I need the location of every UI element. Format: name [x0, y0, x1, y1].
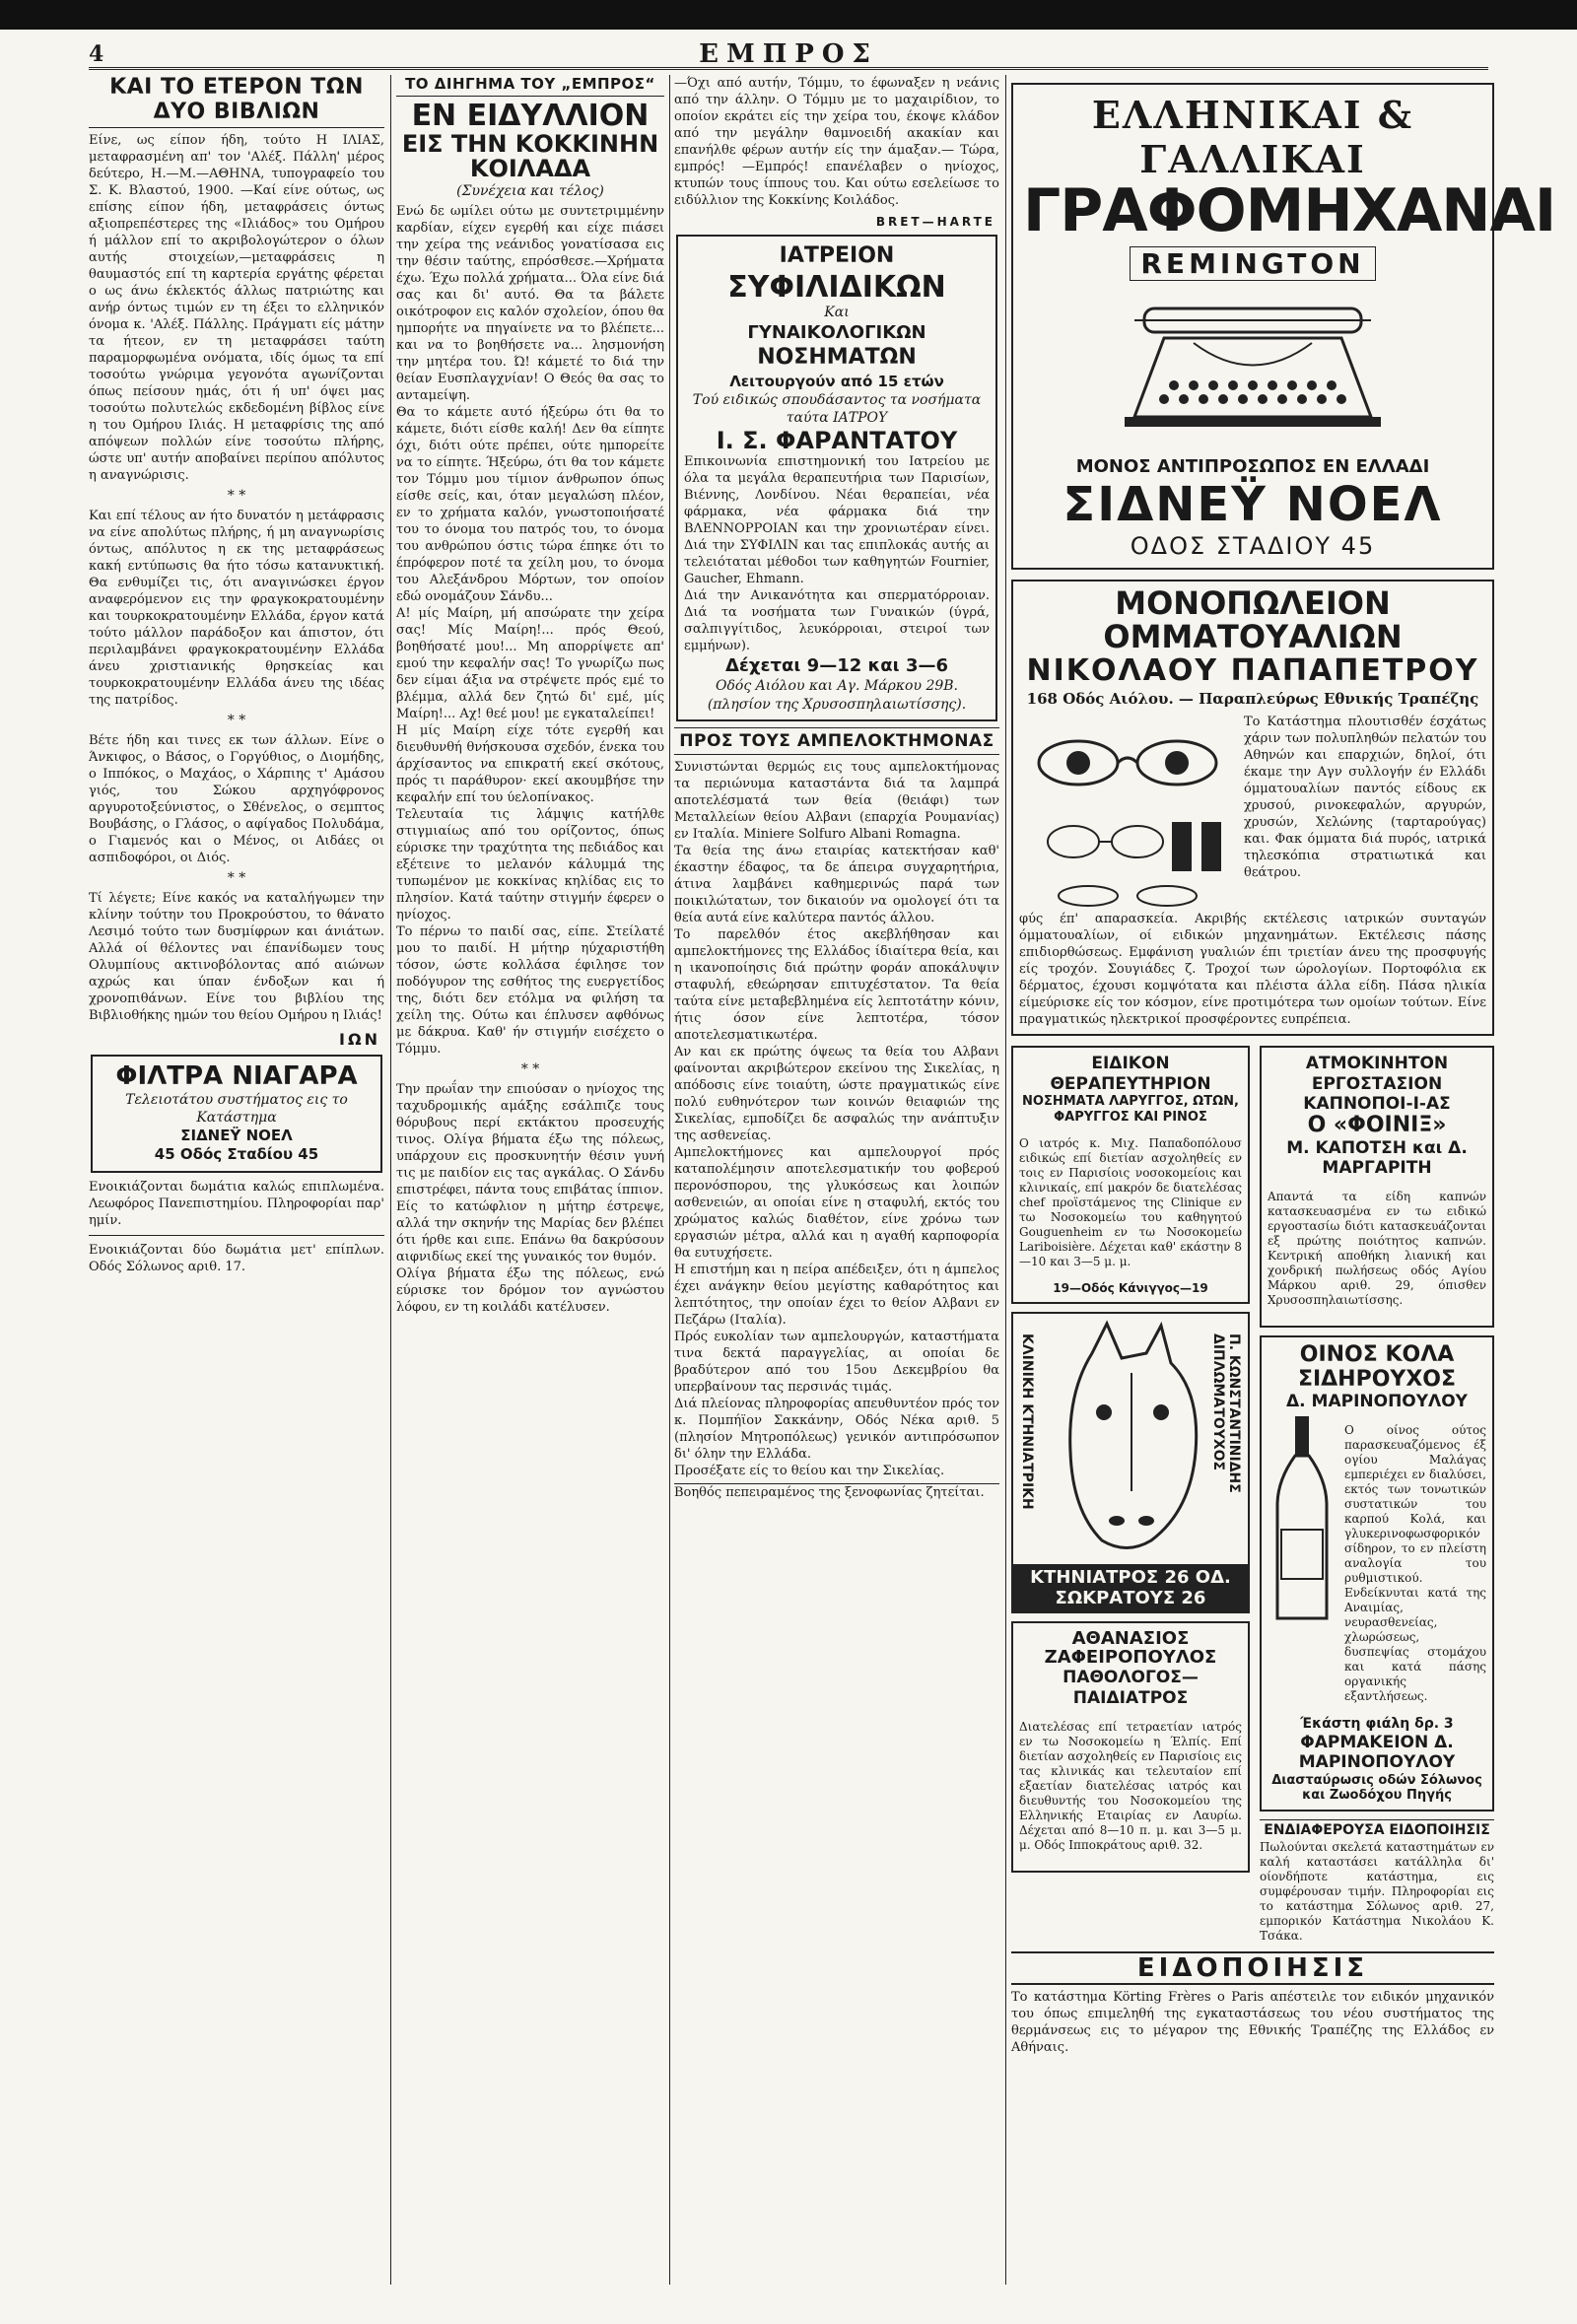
article-paragraph: Πρός ευκολίαν των αμπελουργών, καταστήματα τινα δεκτά παραγγελίας, αι οποίαι δε βραδύτερον από του 15ου Δεκεμβρίου θα υπερβαίνουν τας περσινάς τιμάς. [674, 1329, 999, 1395]
doctor-ad [1011, 1621, 1250, 1873]
column-1 [89, 75, 384, 2285]
article-paragraph: Συνιστώνται θερμώς εις τους αμπελοκτήμονας τα περιώνυμα καταστάντα διά τα λαμπρά αποτελέσματά των θεία (θειάφι) των Μεταλλείων θείου Αλβανι (επαρχία Ρουμανίας) εν Ιταλία. Miniere Solfuro Albani Romagna. [674, 759, 999, 842]
ad-address: 45 Οδός Σταδίου 45 [154, 1145, 319, 1164]
ad-names: ΣΙΔΝΕΫ ΝΟΕΛ [180, 1126, 293, 1144]
article-paragraph: Το παρελθόν έτος ακεβλήθησαν και αμπελοκτήμονες της Ελλάδος ίδιαίτερα θεία, και η ικανοποίησις διά πρώτην φοράν αποκάλυψιν σταφυλή, εθεώρησαν επιτυχέστατον. Τα θεία ταύτα είνε μεταβεβλημένα είς λεπτοτάτην κόνιν, ήτις όσον είνε λεπτοτέρα, τόσον αποτελεσματικωτέρα. [674, 926, 999, 1043]
story-paragraph: Το πέρνω το παιδί σας, είπε. Στείλατέ μου το παιδί. Η μήτηρ ηύχαριστήθη τόσον, ώστε κολλάσα έφιλησε τον ποδόγυρον της εσθήτος της ευεργετίδος της, διότι δεν ετόλμα να φιλήση τα χείλη της. Ούτω και έπλυσεν αφθόνως με δάκρυα. Καθ' ήν στιγμήν εισέχετο ο Τόμμυ. [396, 923, 664, 1057]
tobacco-ad [1260, 1046, 1494, 1328]
optician-ad [1011, 580, 1494, 1036]
wine-ad [1260, 1335, 1494, 1811]
article-heading: ΚΑΙ ΤΟ ΕΤΕΡΟΝ ΤΩΝ ΔΥΟ ΒΙΒΛΙΩΝ [89, 75, 384, 128]
ad-hours: Δέχεται 9—12 και 3—6 [724, 655, 949, 677]
ad-line: Λειτουργούν από 15 ετών [729, 372, 944, 390]
story-paragraph: Είς το κατώφλιον η μήτηρ έστρεψε, αλλά την σκηνήν της Μαρίας δεν βλέπει ότι ήρθε και ειπε. Επάνω θα δακρύσουν αιφνιδίως εκεί της γυναικός τον θυμόν. [396, 1198, 664, 1265]
story-paragraph: Θα το κάμετε αυτό ήξεύρω ότι θα το κάμετε, διότι είσθε καλή! Δεν θα είπητε όχι, διότι ούτε πρέπει, ούτε ημπορείτε να το είπητε. Ήξεύρω, ότι θα τον κάμετε τον Τόμμυ μου τίμιον άνθρωπον όπως είσθε σείς, και, όταν μεγαλώση πλέον, εν το χρήματα καλόν, γνωστοποιήσατέ του το όνομα του πατρός του, το όνομα του ανθρώπου όστις τώρα έπηκε ότι το έπρόφερον ποτέ τα χείλη μου, το όνομα του Αλεξάνδρου Μόρτων, τον οποίον εδώ ονομάζουν Σάνδυ... [396, 404, 664, 604]
ad-body: Επικοινωνία επιστημονική του Ιατρείου με όλα τα μεγάλα θεραπευτήρια των Παρισίων, Βιέννης, Λονδίνου. Νέαι θεραπείαι, νέα φάρμακα, νέα φάρμακα διά την ΒΛΕΝΝΟΡΡΟΙΑΝ και την χρονιωτέραν είνει. Διά την ΣΥΦΙΛΙΝ και τας επιπλοκάς αυτής αι τελειόταται μέθοδοι των καθηγητών Fournier, Gaucher, Ehmann. [684, 454, 990, 587]
story-paragraph: Την πρωΐαν την επιούσαν ο ηνίοχος της ταχυδρομικής αμάξης εσάλπιζε τους θόρυβους περί εκτάκτου προσευχής τινος. Ολίγα βήματα έξω της πόλεως, υπάρχουν εις προσκυνητήν θέσιν γυνή τις με παιδίον εις τας αγκάλας. Ο Σάνδυ επιστρέφει, πάντα τους επιβάτας ίππιον. [396, 1081, 664, 1197]
separator: * * [227, 870, 246, 886]
column-rule [1005, 75, 1006, 2285]
ad-address: ΚΤΗΝΙΑΤΡΟΣ 26 ΟΔ. ΣΩΚΡΑΤΟΥΣ 26 [1013, 1564, 1248, 1611]
typewriter-illustration [1105, 289, 1401, 437]
ad-body: Διατελέσας επί τετραετίαν ιατρός εν τω Νοσοκομείω η Έλπίς. Επί διετίαν ασχοληθείς εν Παρισίοις εις τας κλινικάς και τελευταίον επί εξαετίαν διατελέσας ιατρός και διευθυντής του Νοσοκομείου της Ελληνικής Εταιρίας εν Λαυρίω. Δέχεται από 8—10 π. μ. και 3—5 μ. μ. Οδός Ιπποκράτους αριθ. 32. [1019, 1719, 1242, 1852]
ad-line: ΟΙΝΟΣ ΚΟΛΑ ΣΙΔΗΡΟΥΧΟΣ [1297, 1342, 1457, 1392]
separator: * * [520, 1060, 540, 1077]
story-title: ΕΝ ΕΙΔΥΛΛΙΟΝ [411, 99, 650, 133]
eyeglasses-illustration [1019, 714, 1236, 911]
ad-address: Διασταύρωσις οδών Σόλωνος και Ζωοδόχου Πηγής [1271, 1772, 1482, 1804]
ad-names: Δ. ΜΑΡΙΝΟΠΟΥΛΟΥ [1286, 1391, 1468, 1411]
separator: * * [227, 713, 246, 728]
masthead [89, 41, 1488, 70]
ad-address: ΟΔΟΣ ΣΤΑΔΙΟΥ 45 [1130, 532, 1376, 560]
separator: * * [227, 488, 246, 504]
ad-address: 168 Οδός Αιόλου. — Παραπλεύρως Εθνικής Τραπέζης [1026, 690, 1479, 709]
ad-brand: REMINGTON [1130, 246, 1375, 281]
story-paragraph: Τελευταία τις λάμψις κατήλθε στιγμιαίως από του ορίζοντος, όπως εύρισκε την τραχύτητα της πεδιάδος και εξέτεινε το μελανόν κάλυμμά της τυπωμένον με κοκκίνας κηλίδας εις το πλησίον. Κατά ταύτην στιγμήν έφερεν ο ηνίοχος. [396, 806, 664, 923]
story-paragraph: Ολίγα βήματα έξω της πόλεως, ενώ εύρισκε τον δρόμον τον αγνώστου λόφου, εν τη κοιλάδι κατέλυσεν. [396, 1265, 664, 1315]
story-ending: —Όχι από αυτήν, Τόμμυ, το έφωναξεν η νεάνις από την άλλην. Ο Τόμμυ με το μαχαιρίδιον, το οποίον εκράτει είς την χείρα του, έκοψε κλάδον από την μεγάλην θαμνοειδή ακακίαν και επανήλθε φέρων αυτήν είς την άμαξαν.— Τώρα, εμπρός! —Εμπρός! επανέλαβεν ο ηνίοχος, κτυπών τους ίππους του. Και ούτω εσελείωσε το ειδύλλιον της Κοκκίνης Κοιλάδος. [674, 76, 999, 208]
ad-line: Ο «ΦΟΙΝΙΞ» [1307, 1113, 1447, 1138]
ad-body: Διά την Ανικανότητα και σπερματόρροιαν. Διά τα νοσήματα των Γυναικών (ύγρά, σαλπιγγίτιδος, λευκόρροιαι, στειροί των εμμήνων). [684, 588, 990, 654]
ad-line: ΜΟΝΟΣ ΑΝΤΙΠΡΟΣΩΠΟΣ ΕΝ ΕΛΛΑΔΙ [1075, 456, 1430, 477]
ad-line: Και [824, 304, 850, 320]
column-4 [1011, 75, 1556, 2285]
ad-line: ΝΙΚΟΛΑΟΥ ΠΑΠΑΠΕΤΡΟΥ [1026, 653, 1479, 689]
ad-vertical-text: Π. ΚΩΝΣΤΑΝΤΙΝΙΔΗΣ ΔΙΠΛΩΜΑΤΟΥΧΟΣ [1210, 1333, 1242, 1493]
article-paragraph: Διά πλείονας πληροφορίας απευθυντέον πρός τον κ. Πομπήϊον Σακκάνην, Οδός Νέκα αριθ. 5 (πλησίον Μητροπόλεως) γενικόν αντιπρόσωπον δι' όλην την Ελλάδα. [674, 1396, 999, 1462]
filters-ad [91, 1055, 382, 1173]
notice-heading: ΕΙΔΟΠΟΙΗΣΙΣ [1011, 1951, 1494, 1985]
article-paragraph: Βέτε ήδη και τινες εκ των άλλων. Είνε ο Άνκιφος, ο Βάσος, ο Γοργύθιος, ο Διομήδης, ο Ιππόκος, ο Μαχάος, ο Χάρπιης τ' Αμάσου γιός, του Σώκου αρχηγόφρονος αργυροτοξεύνιστος, ο Σθένελος, ο σεμπτος Βουβάσης, ο Γλάσος, ο αφίγαδος Πολυδάμα, ο Γιαμενός και ο Μένος, οι Αιδάες οι ασπιδοφόροι, οι Διός. [89, 733, 384, 865]
ad-line: ΦΑΡΜΑΚΕΙΟΝ Δ. ΜΑΡΙΝΟΠΟΥΛΟΥ [1298, 1732, 1456, 1773]
wine-bottle-illustration [1268, 1411, 1337, 1628]
ad-line: ΣΥΦΙΛΙΔΙΚΩΝ [727, 269, 946, 305]
ad-body: Απαντά τα είδη καπνών κατασκευασμένα εν τω ειδικώ εργοστασίω διότι κατασκευάζονται εξ πρώτης ποιότητος καπνών. Κεντρική αποθήκη λιανική και χονδρική πωλήσεως οδός Αγίου Μάρκου αριθ. 29, όπισθεν Χρυσοσπηλαιωτίσσης. [1268, 1190, 1486, 1308]
page-number: 4 [89, 41, 104, 67]
ad-line: ΕΙΔΙΚΟΝ ΘΕΡΑΠΕΥΤΗΡΙΟΝ [1050, 1054, 1211, 1094]
column-rule [669, 75, 670, 2285]
ad-doctor: Ι. Σ. ΦΑΡΑΝΤΑΤΟΥ [716, 426, 958, 454]
ad-body: Ο ιατρός κ. Μιχ. Παπαδοπόλουσ ειδικώς επί διετίαν ασχοληθείς εν τοις εν Παρισίοις νοσοκομείοις και κλινικαίς, επί μακρόν δε διατελέσας chef προϊστάμενος της Clinique εν τω Νοσοκομείω του καθηγητού Gouguenheim εν τω Νοσοκομείω Lariboisière. Δέχεται καθ' εκάστην 8—10 και 3—5 μ. μ. [1019, 1136, 1242, 1269]
ad-line: ΕΛΛΗΝΙΚΑΙ & ΓΑΛΛΙΚΑΙ [1091, 93, 1414, 181]
notice-body: Το κατάστημα Körting Frères ο Paris απέστειλε τον ειδικόν μηχανικόν του όπως επιμεληθή της εγκαταστάσεως του νέου συστήματος της θερμάνσεως εις το μέγαρον της Εθνικής Τραπέζης της Ελλάδος εν Αθήναις. [1011, 1989, 1494, 2055]
article-paragraph: Αν και εκ πρώτης όψεως τα θεία του Αλβανι φαίνονται ακριβώτερον εκείνου της Σικελίας, η απόδοσις είνε τοιαύτη, ώστε πραγματικώς είνε πολύ ευθηνότερον των κοινών θειαφιών της Σικελίας, εμποδίζει δε ασφαλώς την ανάπτυξιν της ασθενείας. [674, 1044, 999, 1143]
ad-line: ΜΟΝΟΠΩΛΕΙΟΝ ΟΜΜΑΤΟΥΑΛΙΩΝ [1103, 584, 1403, 655]
ad-line: ΓΡΑΦΟΜΗΧΑΝΑΙ [1023, 176, 1556, 245]
ad-doctor: ΑΘΑΝΑΣΙΟΣ ΖΑΦΕΙΡΟΠΟΥΛΟΣ [1044, 1627, 1217, 1669]
story-paragraph: Ενώ δε ωμίλει ούτω με συντετριμμένην καρδίαν, είχεν εγερθή και είχε πιάσει την χείρα της νεάνιδος γονατίσασα εις την θέσιν ταύτης, επρόσθεσε.—Χρήματα έχω. Έχω πολλά χρήματα... Όλα είνε διά σας και δι' αυτό. Θα τα βάλετε οικότροφον εις καλόν σχολείον, όπου θα ημπορήτε να πηγαίνετε να το βλέπετε... και να το βοηθήσετε να... λησμονήση την μητέρα του. Ώ! κάμετέ το διά την θείαν Ευσπλαγχνίαν! Ο Θεός θα σας το ανταμείψη. [396, 203, 664, 403]
article-paragraph: Αμπελοκτήμονες και αμπελουργοί πρός καταπολέμησιν αποτελεσματικήν του φοβερού περονόσπορου, της γλυκόσεως και λοιπών ασθενειών, αι οποίαι είνε η σταφυλή, εκτός του χρώματος καλώς διαθέτον, είνε χρόνω των εργασιών μέτρα, αλλά και η αγαθή καρποφορία θα ευτυχήσετε. [674, 1144, 999, 1261]
ad-line: ΝΟΣΗΜΑΤΑ ΛΑΡΥΓΓΟΣ, ΩΤΩΝ, ΦΑΡΥΓΓΟΣ ΚΑΙ ΡΙΝΟΣ [1022, 1093, 1239, 1125]
story-title: ΕΙΣ ΤΗΝ ΚΟΚΚΙΝΗΝ ΚΟΙΛΑΔΑ [401, 129, 659, 182]
ad-body: φύς έπ' απαρασκεία. Ακριβής εκτέλεσις ιατρικών συνταγών όμματουαλίων, οί ειδικών μηχανημάτων. Εκτέλεσις πάσης επιδιορθώσεως. Εμφάνιση γυαλιών έπι τριετίαν άνευ της προσφυγής είς τροχόν. Σουγιάδες ζ. Τροχοί των ώρολογίων. Πορτοφόλια εκ δέρματος, έχουσι κομψότατα και πλέιστα άλλα είδη. Πάσα ηλικία είμεύρισκε είς τον κόσμον, είνε προτιμότερα των ομοίων τούτων. Είνε πραγματικώς ηλεκτρικοί προσφέροντες ευπρέπεια. [1019, 912, 1486, 1028]
ad-subtitle: Τελειοτάτου συστήματος εις το Κατάστημα [125, 1091, 348, 1126]
typewriter-ad [1011, 83, 1556, 570]
paper-name: ΕΜΠΡΟΣ [699, 39, 878, 69]
notice: Βοηθός πεπειραμένος της ξενοφωνίας ζητείται. [674, 1483, 999, 1501]
top-black-bar [0, 0, 1577, 30]
ad-names: Μ. ΚΑΠΟΤΣΗ και Δ. ΜΑΡΓΑΡΙΤΗ [1286, 1137, 1468, 1178]
veterinary-ad [1011, 1312, 1250, 1613]
ad-address: 19—Οδός Κάνιγγος—19 [1053, 1281, 1208, 1296]
story-paragraph: Η μίς Μαίρη είχε τότε εγερθή και διευθυνθή θνήσκουσα σχεδόν, ένεκα του άρχίσαντος να επικρατή εκεί σκότους, πρός τι παράθυρον· εκεί ακουμβήσε την κεφαλήν επί του ύελοπίνακος. [396, 722, 664, 805]
notice-body: Πωλούνται σκελετά καταστημάτων εν καλή καταστάσει κατάλληλα δι' οίονδήποτε κατάστημα, εις συμφέρουσαν τιμήν. Πληροφορίαι εις το κατάστημα Σόλωνος αριθ. 27, εμπορικόν Κατάστημα Νικολάου Κ. Τσάκα. [1260, 1839, 1494, 1943]
ad-price: Έκάστη φιάλη δρ. 3 [1300, 1716, 1454, 1733]
ad-body: Ο οίνος ούτος παρασκευαζόμενος έξ ογίου Μαλάγας εμπεριέχει εν διαλύσει, εκτός των τονωτικών συστατικών του καρπού Κολά, και γλυκερινοφωσφορικόν σίδηρον, το εν πλείστη αναλογία του ρυθμιστικού. Ενδείκνυται κατά της Αναιμίας, νευρασθενείας, χλωρώσεως, δυσπεψίας στομάχου και κατά πάσης οργανικής εξαντλήσεως. [1344, 1423, 1486, 1704]
notice-heading: ΕΝΔΙΑΦΕΡΟΥΣΑ ΕΙΔΟΠΟΙΗΣΙΣ [1260, 1819, 1494, 1838]
ad-body: Το Κατάστημα πλουτισθέν έσχάτως χάριν των πολυπληθών πελατών του Αθηνών και επαρχιών, δηλοί, ότι έκαμε την Αγν συλλογήν έν Ελλάδι όμματουαλίων παντός είδους εκ χρυσού, ρινοκεφαλών, αργυρών, χρυσών, Χελώνης (ταρταρούγας) και. Φακ όμματα διά πυρός, ιατρικά τηλεσκόπια στρατιωτικά και θεάτρου. [1244, 715, 1486, 881]
clinic-ad [676, 235, 997, 721]
article-paragraph: Τί λέγετε; Είνε κακός να καταλήγωμεν την κλίνην τούτην του Προκρούστου, το θάνατο Λεσιμό τούτο των δυσμίφρων και άνιάτων. Αλλά οί θέλοντες ναι έπανίδωμεν τους Ολυμπίους ακτινοβόλοντας από αιώνων αχρώς και ύπαν ένδοξων και ή χρονοπιθάνων. Είνε του βιβλίου της Βιβλιοθήκης ημών του θείου Ομήρου η Ιλιάς! [89, 891, 384, 1023]
article-paragraph: Η επιστήμη και η πείρα απέδειξεν, ότι η άμπελος έχει ανάγκην θείου μεγίστης καθαρότητος και λεπτότητος, την οποίαν έχει το θείον Αλβανι εν Πεζάρω (Ιταλία). [674, 1262, 999, 1328]
column-3 [674, 75, 999, 2285]
ad-title: ΦΙΛΤΡΑ ΝΙΑΓΑΡΑ [115, 1061, 358, 1091]
article-paragraph: Είνε, ως είπον ήδη, τούτο Η ΙΛΙΑΣ, μεταφρασμένη απ' τον 'Αλέξ. Πάλλη' μέρος δεύτερο, Η.—Μ.—ΑΘΗΝΑ, τυπογραφείο του Σ. Κ. Βλαστού, 1900. —Καί είνε ούτως, ως επίσης είπον ήδη, μεταφράσεις όντως αξιοπρεπέστερες της «Ιλιάδος» του Ομήρου ή μάλλον επί το ακριβολογώτερον ο όλων αυτής στοιχείων,—μεταφράσεις η θαυμαστός επί τη καρτερία εργάτης φέρεται ο ως άνω έκλεκτός άλλως πατριώτης και ανήρ όντως τιμών εν τη έξει το ελληνικόν όνομα κ. 'Αλέξ. Πάλλης. Πράγματι είς μάτην τα ήτεον, εν τη μεταφράσει ταύτη παραμορφωμένα ονόματα, ιδίς όμως τα επί τοσούτω γνώριμα γεγονότα αγωνίζονται όπως πείσουν ημάς, ότι ή υπ' όψει μας τοσούτω πολυτελώς εκδεδομένη βίβλος είνε η του Ομήρου Ιλιάς. Η μεταφρίσις της από απόψεων πολλών είνε τοσούτω πλήρης, ώστε υπ' αυτήν αποβαίνει περίπου απόλυτος η αναγνώρισις. [89, 133, 384, 483]
ad-line: ΑΤΜΟΚΙΝΗΤΟΝ ΕΡΓΟΣΤΑΣΙΟΝ ΚΑΠΝΟΠΟΙ-Ι-ΑΣ [1303, 1054, 1451, 1114]
ad-line: ΝΟΣΗΜΑΤΩΝ [757, 345, 917, 371]
notice: Ενοικιάζονται δύο δωμάτια μετ' επίπλων. Οδός Σόλωνος αριθ. 17. [89, 1242, 384, 1274]
notice: Ενοικιάζονται δωμάτια καλώς επιπλωμένα. Λεωφόρος Πανεπιστημίου. Πληροφορίαι παρ' ημίν. [89, 1179, 384, 1228]
article-paragraph: Προσέξατε είς το θείου και την Σικελίας. [674, 1463, 945, 1478]
ad-line: Τού ειδικώς σπουδάσαντος τα νοσήματα ταύτα ΙΑΤΡΟΥ [692, 392, 982, 427]
column-rule [390, 75, 391, 2285]
ad-line: ΙΑΤΡΕΙΟΝ [779, 243, 895, 268]
ad-address: Οδός Αιόλου και Αγ. Μάρκου 29Β. (πλησίον της Χρυσοσπηλαιωτίσσης). [707, 678, 967, 713]
column-2 [396, 75, 664, 2285]
ad-line: ΓΥΝΑΙΚΟΛΟΓΙΚΩΝ [747, 321, 926, 343]
ad-vertical-text: ΚΛΙΝΙΚΗ ΚΤΗΝΙΑΤΡΙΚΗ [1019, 1333, 1035, 1510]
article-heading: ΠΡΟΣ ΤΟΥΣ ΑΜΠΕΛΟΚΤΗΜΟΝΑΣ [674, 727, 999, 755]
story-continuation: (Συνέχεια και τέλος) [456, 182, 604, 199]
article-paragraph: Τα θεία της άνω εταιρίας κατεκτήσαν καθ' έκαστην έδαφος, τα δε άπειρα συγχαρητήρια, άτινα λαμβάνει καθημερινώς παρά των ποικιλώτατων, τον δικαιούν να ομολογεί ότι τα θεία αυτά είνε καλύτερα παντός άλλου. [674, 843, 999, 925]
story-paragraph: Α! μίς Μαίρη, μή απσώρατε την χείρα σας! Μίς Μαίρη!... πρός Θεού, βοηθήσατέ μου!... Μη απορρίψετε απ' εμού την κεφαλήν σας! Το γνωρίζω πως δεν είμαι άξια να στρέψετε πρός εμέ το βλέμμα, αλλά δεν ζητώ δι' εμέ, μίς Μαίρη!... Αχ! θεέ μου! με εγκαταλείπει! [396, 605, 664, 721]
article-signature: ΙΩΝ [339, 1030, 380, 1049]
story-author: BRET—HARTE [875, 215, 995, 229]
ad-line: ΠΑΘΟΛΟΓΟΣ—ΠΑΙΔΙΑΤΡΟΣ [1063, 1668, 1199, 1708]
section-heading: ΤΟ ΔΙΗΓΗΜΑ ΤΟΥ „ΕΜΠΡΟΣ“ [396, 75, 664, 97]
ad-names: ΣΙΔΝΕΫ ΝΟΕΛ [1063, 477, 1443, 532]
article-paragraph: Και επί τέλους αν ήτο δυνατόν η μετάφρασις να είνε απολύτως πλήρης, ή μη αναγνωρίσις όντως, απόλυτος η εκ της μεταφράσεως κακή εντύπωσις θα ήτο τόσω κατανυκτική. Θα ενθυμίζει τις, ότι αναγινώσκει έργον αναφερόμενον εις την φραγκοκρατουμένην και τουρκοκρατουμένην Ελλάδα, έργον κατά τούτο μάλλον παράδοξον και άπιστον, ότι περιλαμβάνει φραγκοκρατουμένην Ελλάδα άνευ χριστιανικής θρησκείας και τουρκοκρατουμένην Ελλάδα άνευ της ιδέας της πατρίδος. [89, 509, 384, 708]
ent-clinic-ad [1011, 1046, 1250, 1303]
